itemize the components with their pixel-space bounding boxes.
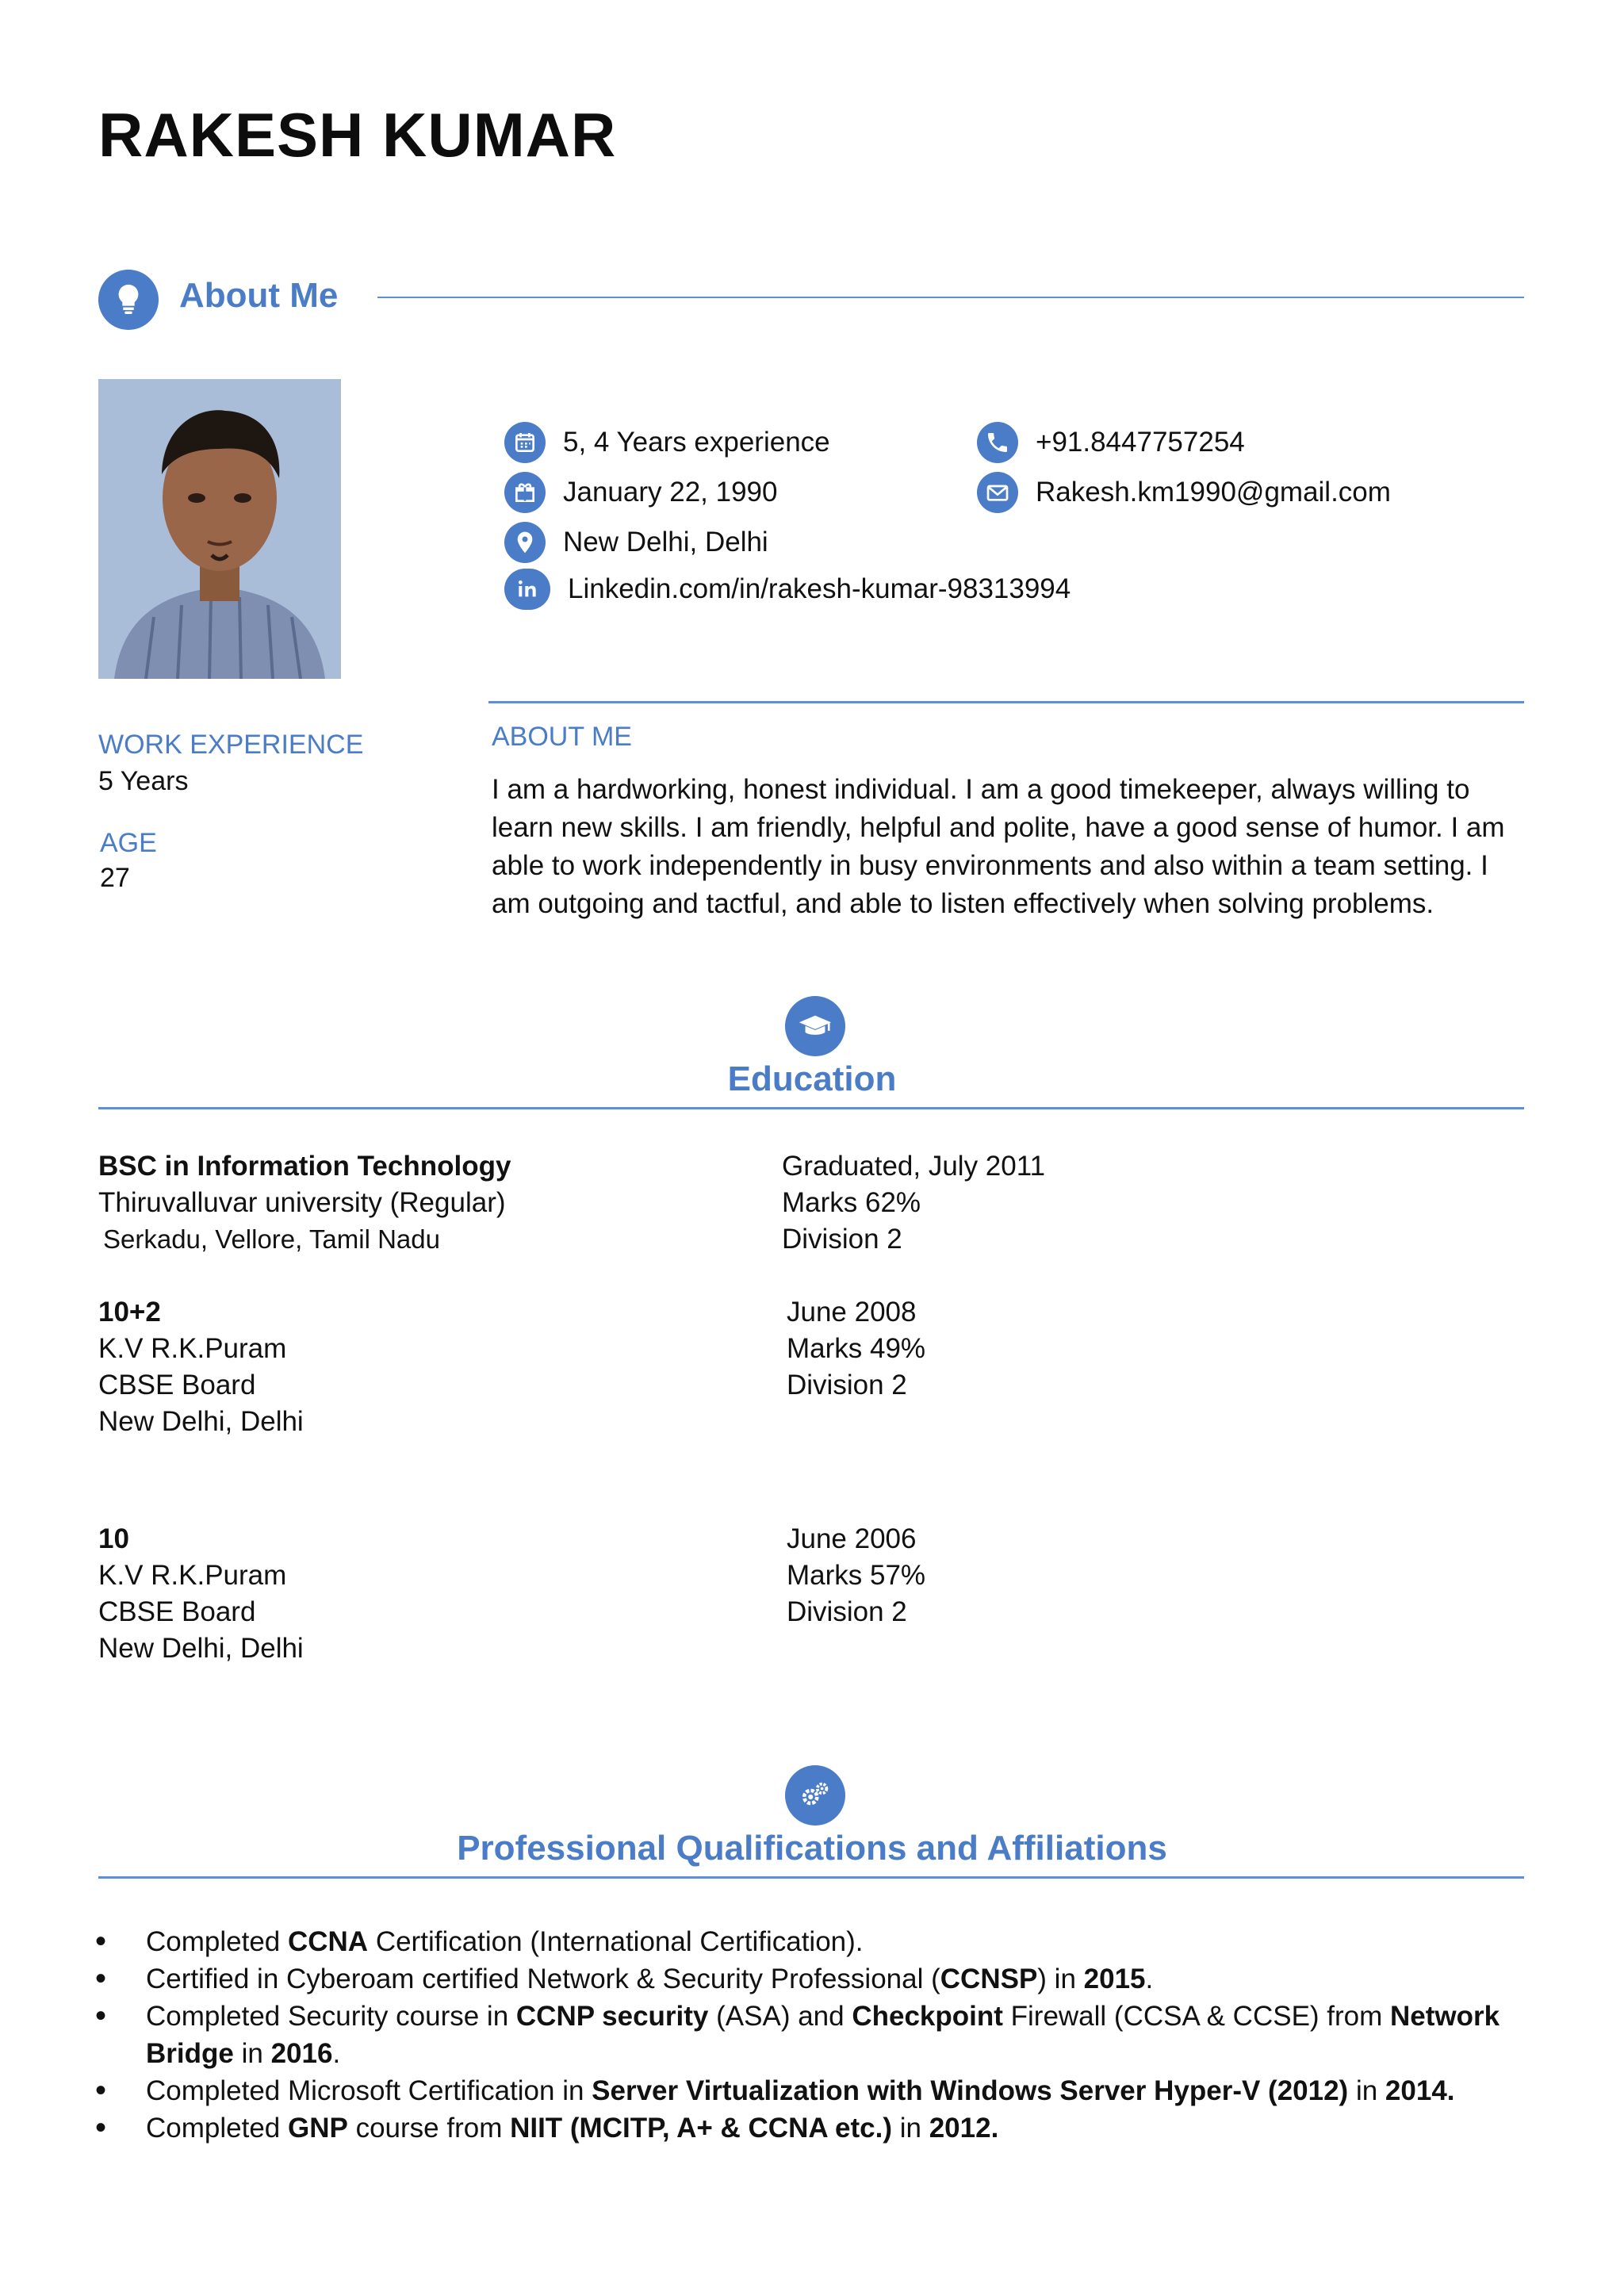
education-entry-1 xyxy=(98,1148,511,1258)
qualification-text-run: 2016 xyxy=(270,2038,333,2069)
qualification-text-run: Checkpoint xyxy=(852,2001,1003,2032)
qualification-item xyxy=(95,1923,1522,1960)
work-experience-value: 5 Years xyxy=(98,766,189,796)
qualification-text-run: . xyxy=(1145,1964,1154,1994)
qualification-item xyxy=(95,1960,1522,1998)
qualification-text-run: . xyxy=(332,2038,341,2069)
location-icon xyxy=(504,522,546,563)
education-entry-2 xyxy=(98,1294,304,1440)
board: CBSE Board xyxy=(98,1596,256,1627)
birthday-contact-row xyxy=(504,469,777,515)
education-entry-3-details xyxy=(787,1521,925,1630)
qualification-item xyxy=(95,2072,1522,2109)
qualification-text-run: GNP xyxy=(287,2113,348,2144)
gears-icon xyxy=(785,1765,845,1826)
school: K.V R.K.Puram xyxy=(98,1333,287,1364)
qualification-text-run: ) in xyxy=(1037,1964,1084,1994)
qualification-text-run: Firewall (CCSA & CCSE) from xyxy=(1002,2001,1391,2032)
qualification-item xyxy=(95,2109,1522,2147)
qualification-text-run: Completed Security course in xyxy=(146,2001,516,2032)
qualification-text-run: in xyxy=(892,2113,929,2144)
qualification-text-run: in xyxy=(1348,2075,1385,2106)
degree: BSC in Information Technology xyxy=(98,1151,511,1182)
qualification-text-run: Certified in Cyberoam certified Network & Security Professional ( xyxy=(146,1964,940,1994)
qualification-text-run: 2015 xyxy=(1083,1964,1146,1994)
email-contact-row xyxy=(977,469,1391,515)
degree: 10+2 xyxy=(98,1297,161,1328)
division: Division 2 xyxy=(782,1224,902,1255)
calendar-icon xyxy=(504,422,546,463)
qualifications-list xyxy=(95,1923,1522,2147)
qualification-text-run: CCNP security xyxy=(515,2001,709,2032)
school: Thiruvalluvar university (Regular) xyxy=(98,1187,506,1218)
qualification-item xyxy=(95,1998,1522,2072)
qualification-text-run: course from xyxy=(347,2113,511,2144)
division: Division 2 xyxy=(787,1370,907,1400)
city: New Delhi, Delhi xyxy=(98,1633,304,1664)
qualifications-title: Professional Qualifications and Affiliations xyxy=(457,1829,1167,1868)
about-me-label: ABOUT ME xyxy=(492,722,632,752)
education-title: Education xyxy=(727,1059,897,1098)
experience-contact-row xyxy=(504,420,830,466)
qualifications-rule xyxy=(98,1876,1524,1879)
qualification-text-run: (ASA) and xyxy=(708,2001,852,2032)
email-address[interactable]: Rakesh.km1990@gmail.com xyxy=(1036,477,1391,508)
qualification-text-run: Server Virtualization with Windows Server Hyper-V (2012) xyxy=(592,2075,1349,2106)
marks: Marks 57% xyxy=(787,1560,926,1591)
experience-text: 5, 4 Years experience xyxy=(563,427,830,458)
degree: 10 xyxy=(98,1523,129,1554)
age-label: AGE xyxy=(100,828,157,858)
about-me-text: I am a hardworking, honest individual. I am a good timekeeper, always willing to learn new skills. I am friendly, helpful and polite, have a good sense of humor. I am able to work independently in busy environments and also within a team setting. I am outgoing and tactful, and able to listen effectively when solving problems. xyxy=(492,774,1505,919)
qualification-text-run: Network Bridge xyxy=(146,2001,1500,2069)
marks: Marks 62% xyxy=(782,1187,921,1218)
graduation-cap-icon xyxy=(785,996,845,1056)
qualification-text-run: Certification (International Certification). xyxy=(368,1926,864,1957)
about-header-rule xyxy=(377,297,1524,298)
qualification-text-run: 2012. xyxy=(929,2113,999,2144)
qualification-text-run: NIIT (MCITP, A+ & CCNA etc.) xyxy=(510,2113,893,2144)
education-entry-1-details xyxy=(782,1148,1045,1258)
city: New Delhi, Delhi xyxy=(98,1406,304,1437)
profile-photo xyxy=(98,379,341,679)
about-section-title: About Me xyxy=(179,276,339,315)
location-text: New Delhi, Delhi xyxy=(563,527,768,557)
date: June 2008 xyxy=(787,1297,917,1328)
lightbulb-icon xyxy=(98,270,159,330)
date: Graduated, July 2011 xyxy=(782,1151,1046,1182)
date: June 2006 xyxy=(787,1523,917,1554)
linkedin-contact-row[interactable] xyxy=(504,566,1071,612)
qualification-text-run: CCNA xyxy=(287,1926,369,1957)
location-contact-row xyxy=(504,519,768,565)
linkedin-icon xyxy=(504,569,550,610)
candidate-name: RAKESH KUMAR xyxy=(98,100,617,170)
gift-icon xyxy=(504,472,546,513)
marks: Marks 49% xyxy=(787,1333,926,1364)
phone-icon xyxy=(977,422,1018,463)
education-rule xyxy=(98,1107,1524,1109)
qualification-text-run: Completed xyxy=(146,1926,288,1957)
linkedin-link[interactable]: Linkedin.com/in/rakesh-kumar-98313994 xyxy=(568,573,1071,604)
age-value: 27 xyxy=(100,863,130,893)
location: Serkadu, Vellore, Tamil Nadu xyxy=(103,1224,440,1254)
qualification-text-run: Completed xyxy=(146,2113,288,2144)
education-entry-2-details xyxy=(787,1294,925,1404)
board: CBSE Board xyxy=(98,1370,256,1400)
qualification-text-run: CCNSP xyxy=(940,1964,1038,1994)
qualification-text-run: Completed Microsoft Certification in xyxy=(146,2075,592,2106)
division: Division 2 xyxy=(787,1596,907,1627)
work-experience-label: WORK EXPERIENCE xyxy=(98,730,364,760)
education-entry-3 xyxy=(98,1521,304,1667)
phone-contact-row xyxy=(977,420,1245,466)
school: K.V R.K.Puram xyxy=(98,1560,287,1591)
about-me-rule xyxy=(488,701,1524,703)
qualification-text-run: 2014. xyxy=(1385,2075,1455,2106)
mail-icon xyxy=(977,472,1018,513)
birthday-text: January 22, 1990 xyxy=(563,477,778,508)
phone-number[interactable]: +91.8447757254 xyxy=(1036,427,1245,458)
qualification-text-run: in xyxy=(233,2038,271,2069)
